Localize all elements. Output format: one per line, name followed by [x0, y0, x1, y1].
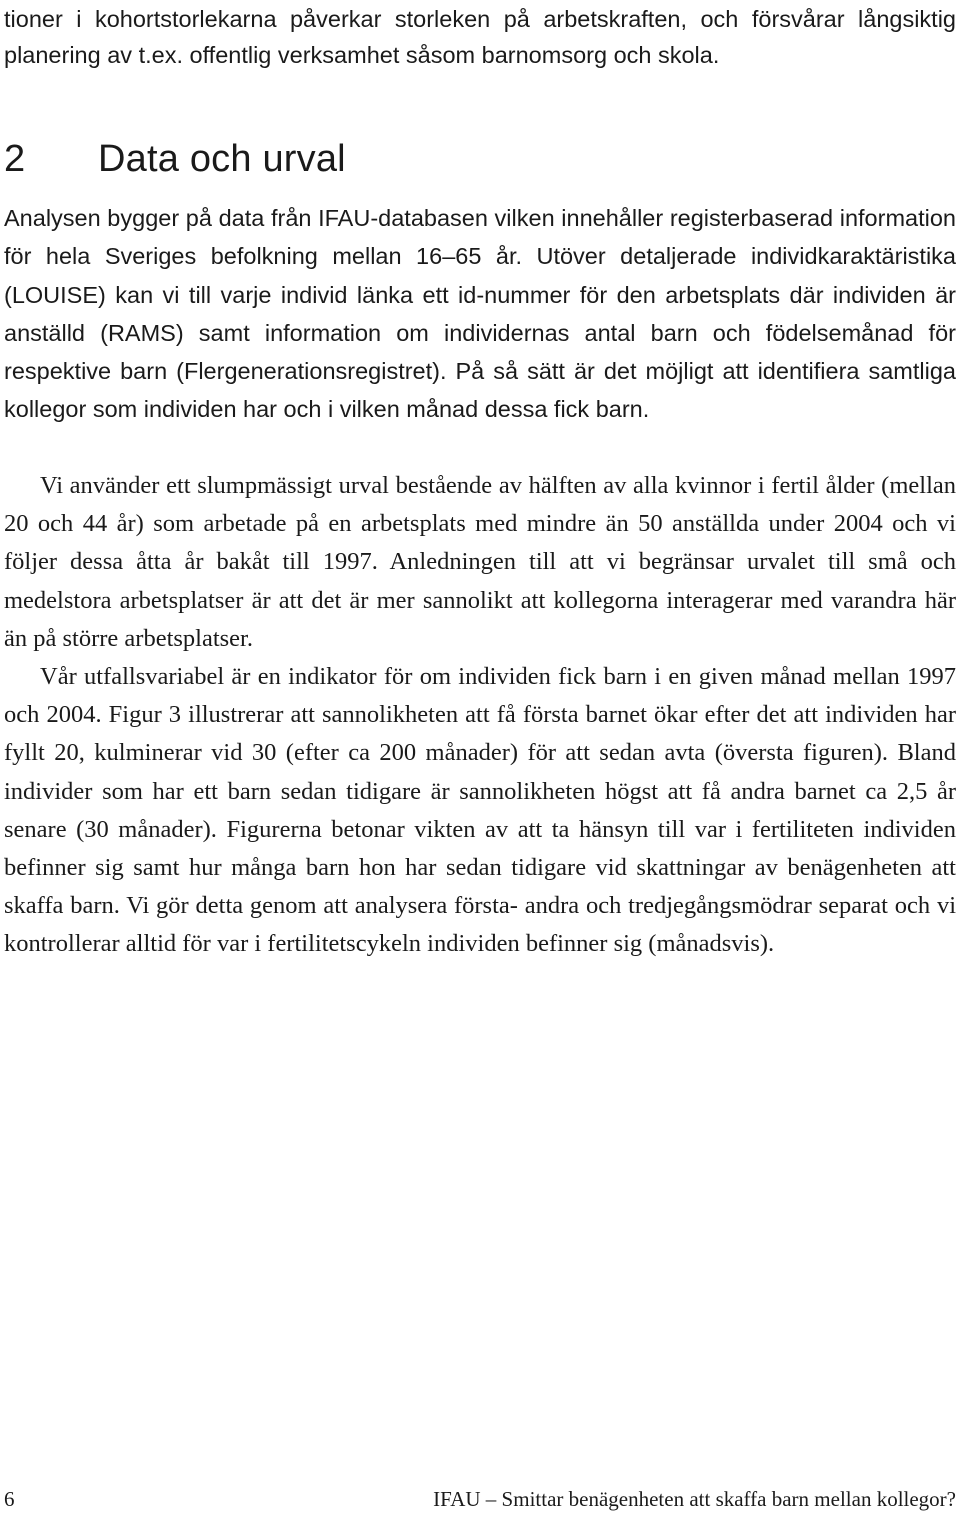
body-text-serif — [4, 467, 956, 964]
section-number: 2 — [4, 138, 26, 180]
paragraph-outcome: Vår utfallsvariabel är en indikator för om individen fick barn i en given månad mellan 1997 och 2004. Figur 3 illustrerar att sannolikheten att få första barnet ökar efter det att individen har fyllt 20, kulminerar vid 30 (efter ca 200 månader) för att sedan avta (översta figuren). Bland individer som har ett barn sedan tidigare är sannolikheten högst att få andra barnet ca 2,5 år senare (30 månader). Figurerna betonar vikten av att ta hänsyn till var i fertiliteten individen befinner sig samt hur många barn hon har sedan tidigare vid skattningar av benägenheten att skaffa barn. Vi gör detta genom att analysera första- andra och tredjegångsmödrar separat och vi kontrollerar alltid för var i fertilitetscykeln individen befinner sig (månadsvis). — [4, 663, 956, 958]
running-title: IFAU – Smittar benägenheten att skaffa barn mellan kollegor? — [433, 1487, 956, 1511]
intro-paragraph: tioner i kohortstorlekarna påverkar storleken på arbetskraften, och försvårar långsiktig planering av t.ex. offentlig verksamhet såsom barnomsorg och skola. — [4, 6, 956, 68]
page-number: 6 — [4, 1487, 15, 1511]
document-page — [4, 0, 956, 958]
paragraph-data-source: Analysen bygger på data från IFAU-databasen vilken innehåller registerbaserad information för hela Sveriges befolkning mellan 16–65 år. Utöver detaljerade individkaraktäristika (LOUISE) kan vi till varje individ länka ett id-nummer för den arbetsplats där individen är anställd (RAMS) samt information om individernas antal barn och födelsemånad för respektive barn (Flergenerationsregistret). På så sätt är det möjligt att identifiera samtliga kollegor som individen har och i vilken månad dessa fick barn. — [4, 205, 956, 423]
section-heading — [4, 137, 346, 181]
section-title: Data och urval — [98, 138, 346, 180]
paragraph-sample: Vi använder ett slumpmässigt urval bestående av hälften av alla kvinnor i fertil ålder (mellan 20 och 44 år) som arbetade på en arbetsplats med mindre än 50 anställda under 2004 och vi följer dessa åtta år bakåt till 1997. Anledningen till att vi begränsar urvalet till små och medelstora arbetsplatser är att det är mer sannolikt att kollegorna interagerar med varandra här än på större arbetsplatser. — [4, 472, 956, 652]
